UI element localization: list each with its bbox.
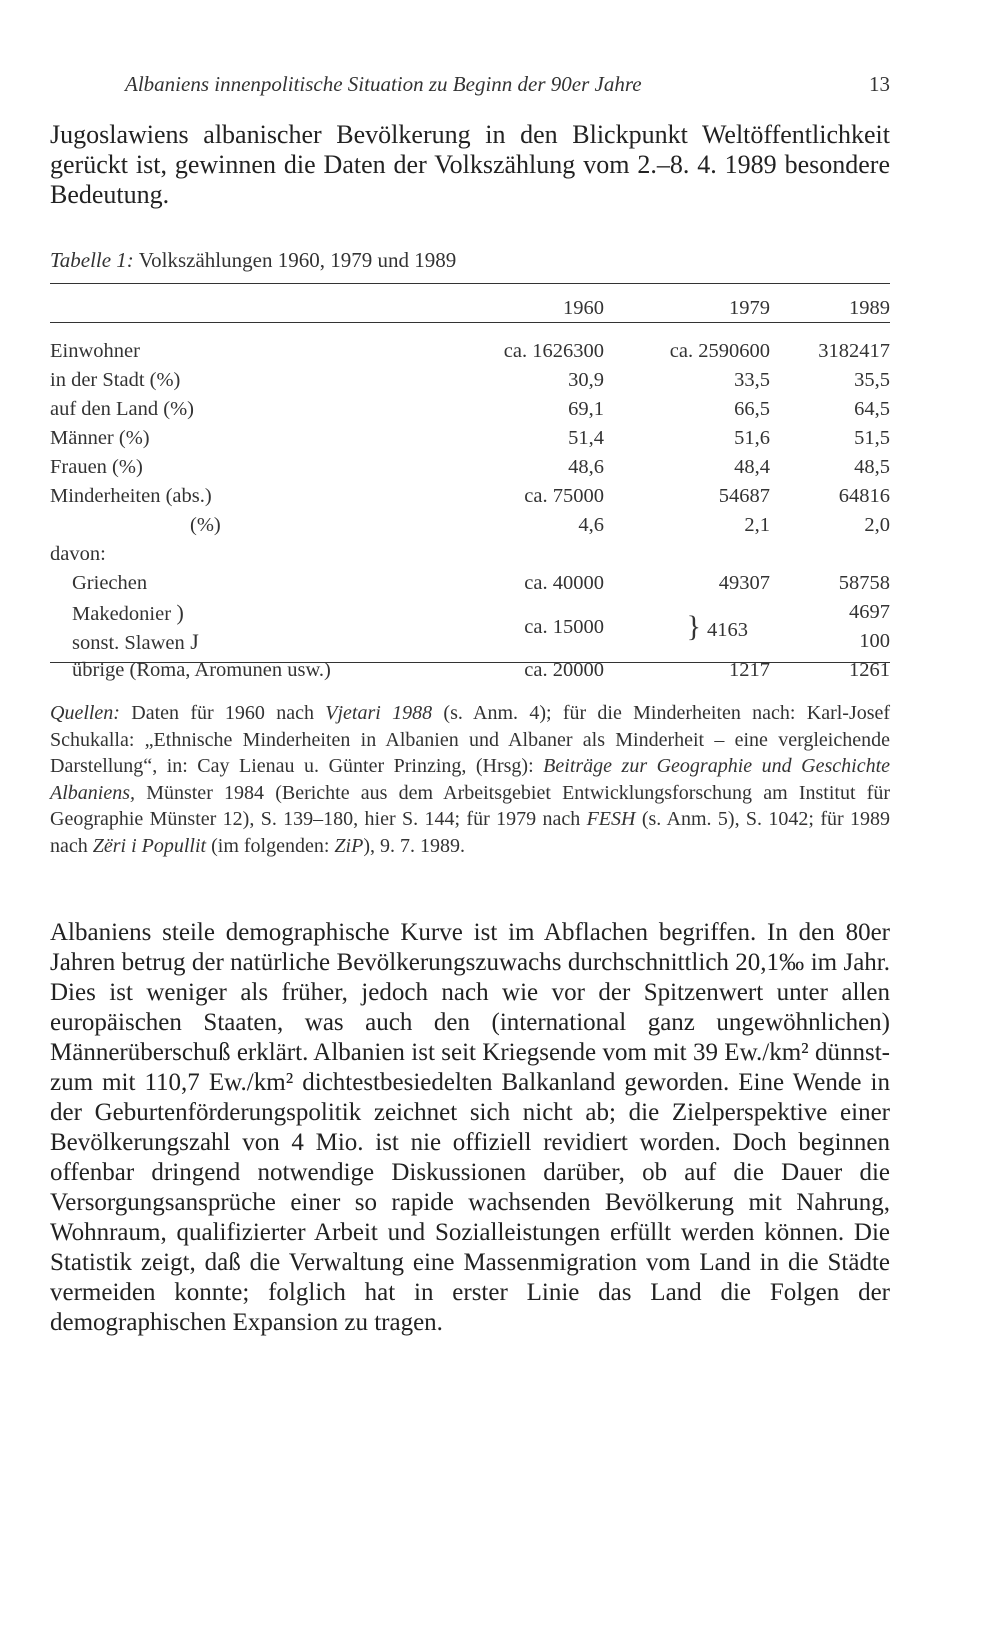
cell-1960: ca. 20000 bbox=[524, 659, 604, 681]
sources-text: (s. Anm. 4); für die Minderheiten nach: Karl-Josef Schukalla: „Ethnische Minderheiten in Albanien und Albaner als Minderheit – eine vergleichende Darstellung“, in: Cay Lienau u. Günter Prinzing, (Hrsg): bbox=[50, 702, 891, 777]
cell-1960: ca. 75000 bbox=[524, 485, 604, 507]
table-caption-text: Volkszählungen 1960, 1979 und 1989 bbox=[138, 248, 457, 272]
cell-1979: 48,4 bbox=[734, 456, 770, 478]
table-row bbox=[50, 598, 890, 627]
cell-1960: 51,4 bbox=[568, 427, 604, 449]
row-label: Minderheiten (abs.) bbox=[50, 485, 212, 507]
cell-1979: ca. 2590600 bbox=[669, 340, 770, 362]
table-header-cell: 1989 bbox=[849, 296, 890, 319]
sources-text: (im folgenden: bbox=[211, 834, 330, 857]
cell-1989: 58758 bbox=[838, 572, 890, 594]
cell-1960: ca. 15000 bbox=[524, 615, 604, 638]
cell-1979: 33,5 bbox=[734, 369, 770, 391]
sources-text: ), 9. 7. 1989. bbox=[363, 834, 465, 857]
cell-1960: ca. 1626300 bbox=[503, 340, 604, 362]
row-label: davon: bbox=[50, 543, 106, 565]
table-header-cell: 1960 bbox=[563, 296, 604, 319]
cell-1979: 1217 bbox=[729, 659, 770, 681]
row-label-text: Makedonier bbox=[72, 602, 172, 625]
brace-icon: } bbox=[686, 610, 701, 643]
running-title: Albaniens innenpolitische Situation zu Beginn der 90er Jahre bbox=[125, 72, 642, 96]
cell-1989 bbox=[770, 540, 890, 569]
table-row bbox=[50, 424, 890, 453]
table-row bbox=[50, 366, 890, 395]
cell-1989: 4697 bbox=[849, 601, 890, 623]
table-top-rule bbox=[50, 283, 890, 284]
table-row bbox=[50, 656, 890, 685]
row-label-text: sonst. Slawen bbox=[72, 631, 185, 654]
sources-ref: ZiP bbox=[334, 834, 364, 857]
cell-1979: 54687 bbox=[718, 485, 770, 507]
row-label: Frauen (%) bbox=[50, 456, 143, 478]
cell-1989: 35,5 bbox=[854, 369, 890, 391]
sources-label: Quellen: bbox=[50, 702, 120, 724]
cell-1989: 51,5 bbox=[854, 427, 890, 449]
cell-1979-value: 4163 bbox=[707, 619, 748, 641]
table-row bbox=[50, 569, 890, 598]
intro-paragraph: Jugoslawiens albanischer Bevölkerung in den Blickpunkt Weltöffentlichkeit gerückt ist, gewinnen die Daten der Volkszählung vom 2.–8. 4. 1989 besondere Bedeutung. bbox=[50, 120, 890, 209]
table-row bbox=[50, 540, 890, 569]
row-label: übrige (Roma, Aromunen usw.) bbox=[72, 659, 331, 681]
brace-icon: J bbox=[184, 628, 199, 654]
table-row bbox=[50, 395, 890, 424]
row-label bbox=[50, 627, 370, 656]
table-row bbox=[50, 453, 890, 482]
body-paragraph: Albaniens steile demographische Kurve ist im Abflachen begriffen. In den 80er Jahren betrug der natürliche Bevölkerungszuwachs durchschnittlich 20,1‰ im Jahr. Dies ist weniger als früher, jedoch nach wie vor der Spitzenwert unter allen europäischen Staaten, was auch den (international ganz ungewöhnlichen) Männerüberschuß erklärt. Albanien ist seit Kriegsende vom mit 39 Ew./km² dünnst- zum mit 110,7 Ew./km² dichtestbesiedelten Balkanland geworden. Eine Wende in der Geburtenförderungspolitik zeichnet sich nicht ab; die Zielperspektive einer Bevölkerungszahl von 4 Mio. ist nie offiziell revidiert worden. Doch beginnen offenbar dringend notwendige Diskussionen darüber, ob auf die Dauer die Versorgungsansprüche einer so rapide wachsenden Bevölkerung mit Nahrung, Wohnraum, qualifizierter Arbeit und Sozialleistungen erfüllt werden können. Die Statistik zeigt, daß die Verwaltung eine Massenmigration vom Land in die Städte vermeiden konnte; folglich hat in erster Linie das Land die Folgen der demographischen Expansion zu tragen. bbox=[50, 919, 890, 1336]
page-number: 13 bbox=[869, 72, 890, 96]
sources-text: (s. Anm. 5), S. 1042; für 1989 nach bbox=[50, 808, 891, 857]
table-sources-note bbox=[50, 700, 890, 859]
cell-1989: 1261 bbox=[849, 659, 890, 681]
cell-1989: 2,0 bbox=[864, 514, 890, 536]
sources-ref: Beiträge zur Geographie und Geschichte Albaniens, bbox=[50, 755, 891, 804]
sources-ref: Zëri i Popullit bbox=[92, 834, 207, 857]
cell-1960: 4,6 bbox=[578, 514, 604, 536]
row-label: in der Stadt (%) bbox=[50, 369, 181, 391]
table-caption bbox=[50, 248, 456, 273]
row-label: auf den Land (%) bbox=[50, 398, 195, 420]
cell-1979 bbox=[604, 598, 770, 656]
table-caption-label: Tabelle 1: bbox=[50, 248, 134, 272]
cell-1989: 64816 bbox=[838, 485, 890, 507]
sources-text: Münster 1984 (Berichte aus dem Arbeitsgebiet Entwicklungsforschung am Institut für Geographie Münster 12), S. 139–180, hier S. 144; für 1979 nach bbox=[50, 781, 890, 830]
table-header-cell bbox=[50, 293, 370, 323]
table-row bbox=[50, 337, 890, 366]
cell-1979 bbox=[604, 540, 770, 569]
cell-1960: ca. 40000 bbox=[524, 572, 604, 594]
cell-1989: 48,5 bbox=[854, 456, 890, 478]
sources-text: Daten für 1960 nach bbox=[131, 702, 314, 724]
row-label: Einwohner bbox=[50, 340, 140, 362]
table-header-cell: 1979 bbox=[729, 296, 770, 319]
cell-1979: 49307 bbox=[718, 572, 770, 594]
row-label: Griechen bbox=[72, 572, 148, 594]
cell-1979: 2,1 bbox=[744, 514, 770, 536]
cell-1989: 100 bbox=[859, 630, 890, 652]
cell-1960: 30,9 bbox=[568, 369, 604, 391]
sources-ref: FESH bbox=[586, 808, 636, 830]
running-header bbox=[125, 72, 890, 97]
census-table bbox=[50, 293, 890, 685]
row-label bbox=[50, 598, 370, 627]
row-label: Männer (%) bbox=[50, 427, 150, 449]
table-header-row bbox=[50, 293, 890, 323]
row-label: (%) bbox=[190, 514, 221, 536]
table-row bbox=[50, 482, 890, 511]
cell-1960: 48,6 bbox=[568, 456, 604, 478]
cell-1979: 51,6 bbox=[734, 427, 770, 449]
cell-1989: 64,5 bbox=[854, 398, 890, 420]
brace-icon: ) bbox=[171, 599, 184, 625]
table-row bbox=[50, 511, 890, 540]
cell-1960: 69,1 bbox=[568, 398, 604, 420]
sources-ref: Vjetari 1988 bbox=[325, 702, 433, 724]
cell-1960 bbox=[370, 540, 604, 569]
cell-1979: 66,5 bbox=[734, 398, 770, 420]
cell-1989: 3182417 bbox=[818, 340, 890, 362]
